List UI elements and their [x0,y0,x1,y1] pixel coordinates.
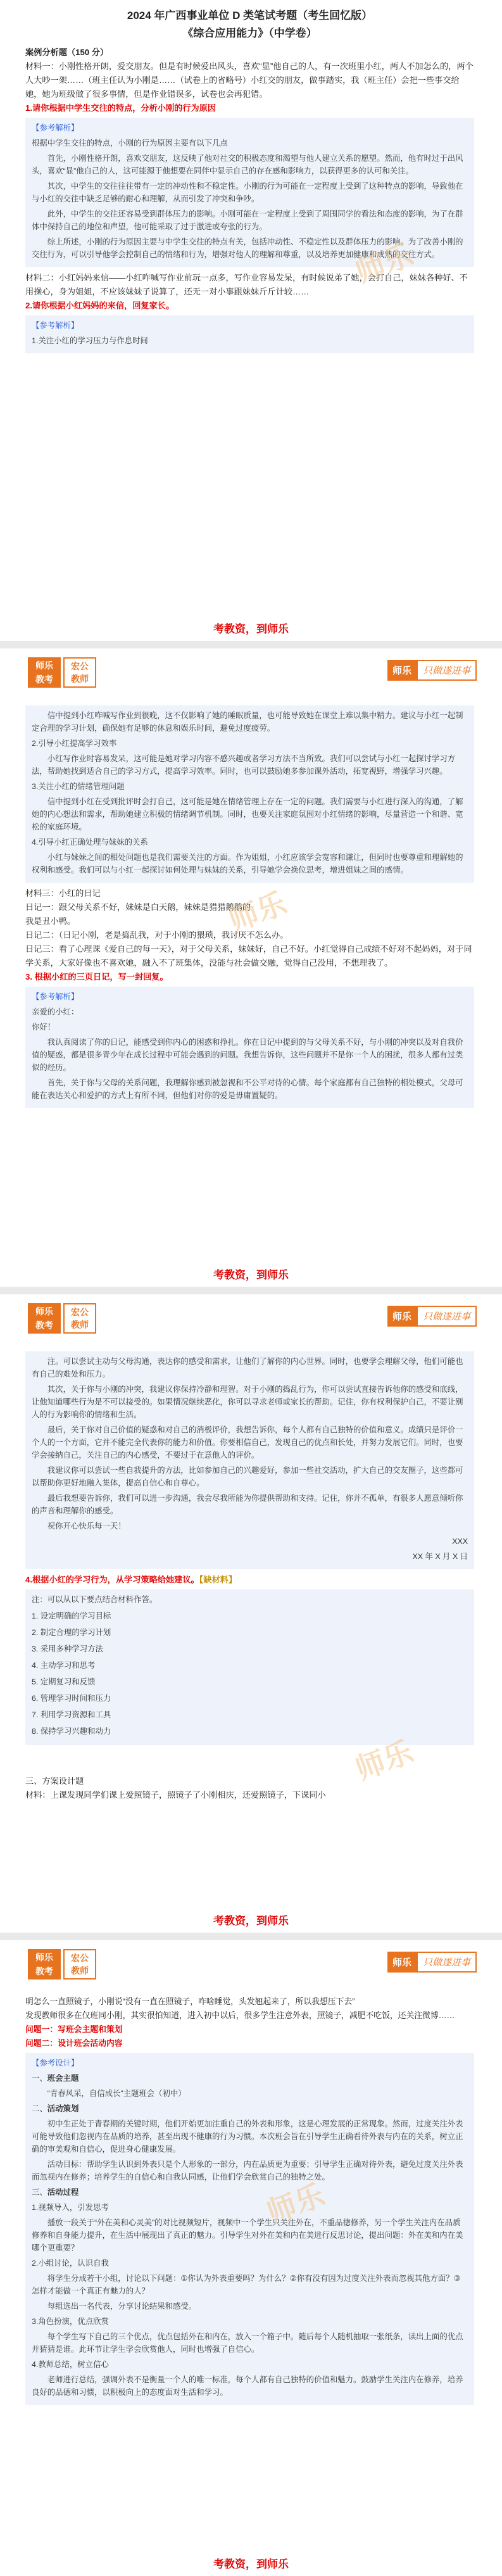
answer-paragraph: 综上所述，小刚的行为原因主要与中学生交往的特点有关，包括冲动性、不稳定性以及群体压力的影响。为了改善小刚的交往行为，可以引导他学会控制自己的情绪和行为，增强对他人的理解和尊重，以及培养更加健康和成熟的交往方式。 [32,237,463,259]
answer-paragraph: 小红与妹妹之间的相处问题也是我们需要关注的方面。作为姐姐，小红应该学会宽容和谦让，但同时也要尊重和理解她的权利和感受。我们可以与小红一起探讨如何处理与妹妹的关系，引导她学会换位思考，增进姐妹之间的感情。 [32,853,463,874]
answer-box-2 [25,315,474,353]
diary-1b: 我是丑小鸭。 [25,916,76,926]
brand-logo [28,1303,96,1334]
document-subtitle: 《综合应用能力》（中学卷） [182,27,317,39]
letter-paragraph: 我认真阅读了你的日记，能感受到你内心的困惑和挣扎。你在日记中提到的与父母关系不好，与小刚的冲突以及对自我价值的疑惑，都是很多青少年在成长过程中可能会遇到的问题。我想告诉你，这些问题并不是你一个人的困扰，很多人都有过类似的经历。 [32,1038,463,1072]
brand-logo [28,1949,96,1979]
answer-point: 4.引导小红正确处理与妹妹的关系 [32,838,148,847]
letter-paragraph: 注。可以尝试主动与父母沟通，表达你的感受和需求，让他们了解你的内心世界。同时，也要学会理解父母，他们可能也有自己的难处和压力。 [32,1357,463,1379]
plan-section-number: 一、 [32,2074,47,2083]
answer-box-5 [25,2053,474,2405]
plan-section-title: 活动策划 [47,2104,79,2113]
reference-label: 【参考解析】 [32,321,79,330]
plan-step: 4.教师总结，树立信心 [32,2360,109,2369]
logo-mark-2: 宏公 教师 [63,657,96,688]
answer-box-3 [25,987,474,1108]
answer-box-3-cont [25,1351,474,1569]
list-item: 6. 管理学习时间和压力 [32,1694,111,1703]
answer-paragraph: 其次，中学生的交往往往带有一定的冲动性和不稳定性。小刚的行为可能在一定程度上受到了这种特点的影响，导致他在与小红的交往中缺乏足够的耐心和理解，从而引发了冲突和争吵。 [32,182,463,203]
letter-date: XX 年 X 月 X 日 [412,1552,468,1561]
question-1: 1.请你根据中学生交往的特点，分析小刚的行为原因 [25,103,216,113]
letter-paragraph: 我建议你可以尝试一些自我提升的方法，比如参加自己的兴趣爱好，参加一些社交活动，扩大自己的交友圈子，这些都可以帮助你更好地融入集体，提高自信心和自尊心。 [32,1466,463,1487]
page-1 [0,0,502,641]
page-4 [0,1940,502,2576]
section-heading: 案例分析题（150 分） [25,47,109,57]
letter-signature: XXX [452,1537,468,1546]
answer-intro: 根据中学生交往的特点，小刚的行为原因主要有以下几点 [32,139,228,148]
reference-label: 【参考解析】 [32,123,79,132]
letter-hello: 你好！ [32,1023,56,1032]
watermark: 师乐 [351,1734,418,1786]
brand-tag: 师乐 [387,1952,417,1973]
document-title: 2024 年广西事业单位 D 类笔试考题（考生回忆版） [127,9,373,22]
material-2: 材料二：小红妈妈来信——小红咋喊写作业前玩一点多，写作业容易发呆，有时候说弟了她，会打自己，妹妹各种好、不用操心，身为姐姐，不应该妹妹子说算了，还无一对小事跟妹妹斤斤计较…… [25,273,468,296]
letter-paragraph: 首先，关于你与父母的关系问题，我理解你感到被忽视和不公平对待的心情。每个家庭都有自己独特的相处模式，父母可能在表达关心和爱护的方式上有所不同，但他们对你的爱是毋庸置疑的。 [32,1078,463,1100]
brand-tag: 师乐 [387,1306,417,1327]
material-1: 材料一：小刚性格开朗，爱交朋友。但是有时候爱出风头，喜欢“显”他自己的人，有一次班里小红，两人不加怎么的，两个人大吵一架……（班主任认为小刚是……（试卷上的省略号）小红交的朋友，做事踏实，我（班主任）会把一些事交给她，她为班级做了很多事情，但是作业错误多，试卷也会再犯错。 [25,61,474,99]
plan-text: 播放一段关于“外在美和心灵美”的对比视频短片，视频中一个学生只关注外在，不重品德修养，另一个学生关注内在品质修养和自身能力提升，在生活中展现出了真正的魅力。引导学生对外在美和内在美进行反思讨论，提出问题：外在美和内在美哪个更重要？ [32,2218,463,2252]
answer-paragraph: 首先，小刚性格开朗，喜欢交朋友，这反映了他对社交的积极态度和渴望与他人建立关系的愿望。然而，他有时过于出风头，喜欢“显”他自己的人，这可能源于他想要在同伴中显示自己的存在感和影响力，以获得更多的认可和关注。 [32,154,463,175]
page-footer: 考教资，到师乐 [213,2558,289,2570]
plan-text: 老师进行总结，强调外表不是衡量一个人的唯一标准，每个人都有自己独特的价值和魅力。鼓励学生关注内在修养，培养良好的品德和习惯，以积极向上的态度面对生活和学习。 [32,2375,463,2397]
material-4-cont: 发现教师很多在仅班同小刚，其实很怕知道，进入初中以后，很多学生注意外表，照镜子，减肥不吃饭，还关注微博…… [25,2011,455,2020]
brand-logo [28,657,96,688]
plan-step: 1.视频导入，引发思考 [32,2203,109,2212]
list-item: 1. 设定明确的学习目标 [32,1612,111,1620]
plan-text: 每个学生写下自己的三个优点，优点包括外在和内在，放入一个箱子中。随后每个人随机抽取一张纸条，读出上面的优点并猜猜是谁。此环节让学生学会欣赏他人，同时也增强了自信心。 [32,2332,463,2354]
plan-section-title: 活动过程 [47,2188,79,2197]
brand-tag: 师乐 [387,660,417,681]
answer-box-1 [25,118,474,267]
answer-intro: 注：可以从以下要点结合材料作答。 [32,1595,158,1604]
letter-closing: 祝你开心快乐每一天！ [47,1522,126,1531]
reference-label: 【参考设计】 [32,2059,79,2068]
list-item: 3. 采用多种学习方法 [32,1645,103,1653]
letter-paragraph: 最后，关于你对自己价值的疑惑和对自己的消极评价，我想告诉你，每个人都有自己独特的价值和意义。成绩只是评价一个人的一个方面，它并不能完全代表你的能力和价值。你要相信自己，发现自己的优点和长处，并努力发展它们。同时，也要学会接纳自己，关注自己的内心感受，不要过于在意他人的评价。 [32,1425,463,1460]
diary-1: 日记一：跟父母关系不好，妹妹是白天鹅，妹妹是猎猎鹅鹅的 [25,902,251,912]
answer-paragraph: 信中提到小红在受到批评时会打自己，这可能是她在情绪管理上存在一定的问题。我们需要与小红进行深入的沟通，了解她的内心想法和需求，帮助她建立积极的情绪调节机制。同时，也要关注家庭氛围对小红情绪的影响，尽量营造一个和谐、宽松的家庭环境。 [32,797,463,831]
plan-section [32,2102,468,2115]
plan-step: 2.小组讨论，认识自我 [32,2259,109,2268]
list-item: 2. 制定合理的学习计划 [32,1628,111,1637]
question-4-text: 4.根据小红的学习行为，从学习策略给她建议。 [25,1575,199,1584]
answer-box-4 [25,1589,474,1745]
plan-text: “青春风采，自信成长”主题班会（初中） [47,2089,186,2098]
brand-slogan: 只做遂进事 [417,1306,477,1327]
plan-text: 将学生分成若干小组，讨论以下问题：①你认为外表重要吗？为什么？②你有没有因为过度关注外表而忽视其他方面？③怎样才能做一个真正有魅力的人？ [32,2274,461,2295]
plan-section [32,2186,468,2199]
page-3 [0,1294,502,1933]
brand-banner [387,660,477,681]
question-6: 问题二：设计班会活动内容 [25,2038,123,2048]
logo-mark-2: 宏公 教师 [63,1303,96,1334]
missing-material-tag: 【缺材料】 [199,1575,237,1584]
question-3: 3. 根据小红的三页日记，写一封回复。 [25,972,168,982]
letter-paragraph: 最后我想要告诉你，我们可以进一步沟通，我会尽我所能为你提供帮助和支持。记住，你并不孤单，有很多人愿意倾听你的声音和理解你的感受。 [32,1494,463,1515]
question-5: 问题一：写班会主题和策划 [25,2024,123,2034]
answer-paragraph: 此外，中学生的交往还容易受到群体压力的影响。小刚可能在一定程度上受到了周围同学的看法和态度的影响，为了在群体中保持自己的地位和声望，他可能采取了过于激进或夸张的行为。 [32,210,463,231]
letter-greeting: 亲爱的小红： [32,1007,79,1016]
answer-point: 2.引导小红提高学习效率 [32,739,117,748]
answer-point: 1.关注小红的学习压力与作息时间 [32,336,148,345]
list-item: 4. 主动学习和思考 [32,1661,96,1670]
answer-point: 3.关注小红的情绪管理问题 [32,782,125,791]
brand-banner [387,1952,477,1973]
plan-text: 活动目标：帮助学生认识到外表只是个人形象的一部分，内在品质更为重要；引导学生正确对待外表，避免过度关注外表而忽视内在修养；培养学生的自信心和自我认同感，让他们学会欣赏自己的独特之处。 [32,2160,463,2181]
watermark: 师乐 [262,2178,329,2229]
page-footer: 考教资，到师乐 [213,1269,289,1281]
plan-text: 每组选出一名代表，分享讨论结果和感受。 [47,2302,197,2311]
plan-section-number: 三、 [32,2188,47,2197]
page-footer: 考教资，到师乐 [213,1915,289,1927]
question-2: 2.请你根据小红妈妈的来信，回复家长。 [25,301,175,310]
question-4 [25,1573,474,1587]
plan-text: 初中生正处于青春期的关键时期，他们开始更加注重自己的外表和形象，这是心理发展的正常现象。然而，过度关注外表可能导致他们忽视内在品质的培养，甚至出现不健康的行为习惯。本次班会旨在引导学生正确看待外表与内在的关系，树立正确的审美观和自信心，促进身心健康发展。 [32,2119,463,2154]
letter-paragraph: 其次，关于你与小刚的冲突，我建议你保持冷静和理智。对于小刚的捣乱行为，你可以尝试直接告诉他你的感受和底线，让他知道哪些行为是不可以接受的。如果情况继续恶化，你可以寻求老师或家长的帮助。记住，你有权利保护自己，不要让别人的行为影响你的情绪和生活。 [32,1385,463,1419]
brand-banner [387,1306,477,1327]
material-4: 材料：上课发现同学们课上爱照镜子，照镜子了小刚相庆，还爱照镜子，下课同小 [25,1790,326,1800]
reference-label: 【参考解析】 [32,992,79,1001]
list-item: 7. 利用学习资源和工具 [32,1710,111,1719]
logo-mark-2: 宏公 教师 [63,1949,96,1979]
logo-mark: 师乐 教考 [28,657,61,688]
logo-mark: 师乐 教考 [28,1949,61,1979]
brand-slogan: 只做遂进事 [417,1952,477,1973]
answer-box-2-cont [25,705,474,883]
brand-slogan: 只做遂进事 [417,660,477,681]
plan-section [32,2072,468,2085]
watermark: 师乐 [224,886,291,937]
plan-step: 3.角色扮演，优点欣赏 [32,2317,109,2326]
logo-mark: 师乐 教考 [28,1303,61,1334]
material-3: 材料三：小红的日记 [25,888,101,898]
plan-section-title: 班会主题 [47,2074,79,2083]
answer-paragraph: 小红写作业时容易发呆，这可能是她对学习内容不感兴趣或者学习方法不当所致。我们可以尝试与小红一起探讨学习方法，帮助她找到适合自己的学习方式，提高学习效率。同时，也可以鼓励她多参加课外活动，拓宽视野，增强学习兴趣。 [32,754,456,776]
list-item: 5. 定期复习和反馈 [32,1677,96,1686]
page-footer: 考教资，到师乐 [213,623,289,635]
diary-2: 日记二：（日记小刚，老是捣乱我，对于小刚的猥琐，我讨厌不怎么办。 [25,930,289,940]
watermark: 师乐 [351,237,418,289]
answer-paragraph: 信中提到小红咋喊写作业到很晚，这不仅影响了她的睡眠质量，也可能导致她在课堂上难以集中精力。建议与小红一起制定合理的学习计划，确保她有足够的休息和娱乐时间，避免过度疲劳。 [32,711,463,733]
section-3-heading: 三、方案设计题 [25,1776,84,1786]
diary-3: 日记三：看了心理课《爱自己的每一天》，对于父母关系，妹妹好，自己不好。小红觉得自己成绩不好对不起妈妈，对于同学关系，大家好像也不喜欢她，融入不了班集体，没能与社会做交融，觉得自己没用，不想理我了。 [25,944,472,968]
plan-section-number: 二、 [32,2104,47,2113]
page-2 [0,648,502,1287]
material-4-cont: 明怎么一直照镜子，小刚说“没有一直在照镜子，咋啥睡觉，头发翘起来了，所以我想压下去” [25,1997,355,2006]
list-item: 8. 保持学习兴趣和动力 [32,1727,111,1736]
